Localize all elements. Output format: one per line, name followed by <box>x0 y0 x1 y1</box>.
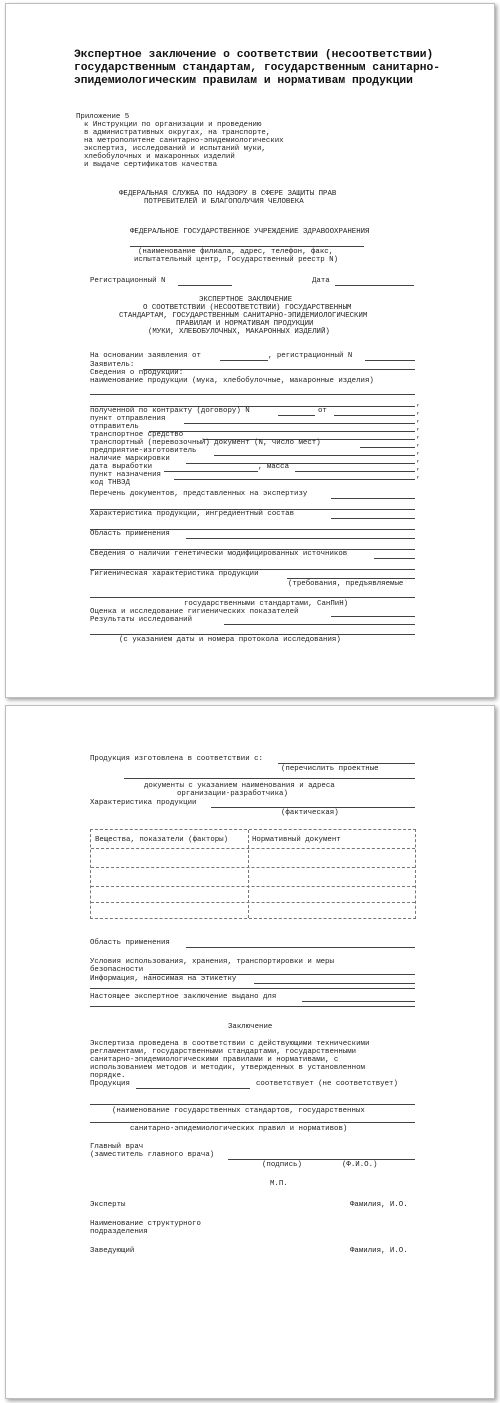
hygiene-field[interactable] <box>287 578 415 579</box>
table-header-normative-doc: Нормативный документ <box>252 836 341 844</box>
characteristics-field[interactable] <box>331 518 415 519</box>
reg-number-field[interactable] <box>178 285 232 286</box>
requirements-field[interactable] <box>90 597 415 598</box>
made-according-field[interactable] <box>278 763 415 764</box>
stamp-label: М.П. <box>270 1180 288 1188</box>
transport-doc-field[interactable] <box>360 447 415 448</box>
conclusion-title: Заключение <box>228 1023 273 1031</box>
issued-for-field[interactable] <box>302 1001 415 1002</box>
destination-field[interactable] <box>174 479 415 480</box>
date-label: Дата <box>312 277 330 285</box>
product-field[interactable] <box>136 1088 250 1089</box>
applicant-field[interactable] <box>143 369 415 370</box>
issued-for-field-2[interactable] <box>90 1006 415 1007</box>
application-number-field[interactable] <box>365 360 415 361</box>
sender-field[interactable] <box>149 431 415 432</box>
gmo-field[interactable] <box>374 558 415 559</box>
document-page-1: Экспертное заключение о соответствии (несоответствии) государственным стандартам, государственным санитарно- эпидемиологическим правилам и нормативам продукции Приложение 5 к Инструкции по организации и проведению в административных округах, на транспорте, на метрополитене санитарно-эпидемиологических экспертиз, исследований и испытаний муки, хлебобулочных и макаронных изделий и выдаче сертификатов качества ФЕДЕРАЛЬНАЯ СЛУЖБА ПО НАДЗОРУ В СФЕРЕ ЗАЩИТЫ ПРАВ ПОТРЕБИТЕЛЕЙ И БЛАГОПОЛУЧИЯ ЧЕЛОВЕКА ФЕДЕРАЛЬНОЕ ГОСУДАРСТВЕННОЕ УЧРЕЖДЕНИЕ ЗДРАВООХРАНЕНИЯ (наименование филиала, адрес, телефон, факс, испытательный центр, Государственный реестр N) Регистрационный N Дата ЭКСПЕРТНОЕ ЗАКЛЮЧЕНИЕ О СООТВЕТСТВИИ (НЕСООТВЕТСТВИИ) ГОСУДАРСТВЕННЫМ СТАНДАРТАМ, ГОСУДАРСТВЕННЫМ САНИТАРНО-ЭПИДЕМИОЛОГИЧЕСКИМ ПРАВИЛАМ И НОРМАТИВАМ ПРОДУКЦИИ (МУКИ, ХЛЕБОБУЛОЧНЫХ, МАКАРОННЫХ ИЗДЕЛИЙ) На основании заявления от , регистрационный N Заявитель: Сведения о продукции: наименование продукции (мука, хлебобулочные, макаронные изделия) , полученной по контракту (договору) N от , пункт отправления , отправитель , транспортное средство , транспортный (перевозочный) документ (N, число мест) , предприятие-изготовитель , наличие маркировки , дата выработки , масса , пункт назначения , код ТНВЭД Перечень документов, представленных на экспертизу Характеристика продукции, ингредиентный состав Область применения Сведения о наличии генетически модифицированных источников Гигиеническая характеристика продукции (требования, предъявляемые государственными стандартами, СанПиН) Оценка и исследование гигиенических показателей Результаты исследований (с указанием даты и номера протокола исследования) <box>5 3 495 698</box>
document-title: Экспертное заключение о соответствии (несоответствии) государственным стандартам, государственным санитарно- эпидемиологическим правилам и нормативам продукции <box>74 49 441 87</box>
project-docs-field[interactable] <box>124 778 415 779</box>
contract-date-field[interactable] <box>334 415 415 416</box>
date-field[interactable] <box>335 285 414 286</box>
scope-field[interactable] <box>186 538 415 539</box>
standards-field[interactable] <box>90 1104 415 1105</box>
scope-field-p2[interactable] <box>186 947 415 948</box>
table-header-substances: Вещества, показатели (факторы) <box>95 836 229 844</box>
dispatch-point-field[interactable] <box>184 423 415 424</box>
manufacturer-field[interactable] <box>214 455 415 456</box>
label-info-field[interactable] <box>254 983 415 984</box>
application-date-field[interactable] <box>220 360 268 361</box>
agency-name: ФЕДЕРАЛЬНАЯ СЛУЖБА ПО НАДЗОРУ В СФЕРЕ ЗАЩИТЫ ПРАВ <box>119 190 337 198</box>
rules-field[interactable] <box>90 1122 415 1123</box>
reg-number-label: Регистрационный N <box>90 277 166 285</box>
product-name-field[interactable] <box>90 394 415 395</box>
char-field[interactable] <box>211 807 415 808</box>
results-field[interactable] <box>224 624 415 625</box>
indicators-table <box>90 829 416 919</box>
institution-name: ФЕДЕРАЛЬНОЕ ГОСУДАРСТВЕННОЕ УЧРЕЖДЕНИЕ ЗДРАВООХРАНЕНИЯ <box>130 228 370 236</box>
label-info-field-2[interactable] <box>90 988 415 989</box>
production-date-field[interactable] <box>164 471 258 472</box>
conclusion-heading: ЭКСПЕРТНОЕ ЗАКЛЮЧЕНИЕ <box>199 296 293 304</box>
mass-field[interactable] <box>295 471 415 472</box>
results-field-2[interactable] <box>90 634 415 635</box>
signature-field[interactable] <box>228 1159 415 1160</box>
document-page-2: Продукция изготовлена в соответствии с: (перечислить проектные документы с указанием наименования и адреса организации-разработчика) Характеристика продукции (фактическая) Вещества, показатели (факторы) Нормативный документ Область применения Условия использования, хранения, транспортировки и меры безопасности Информация, наносимая на этикетку Настоящее экспертное заключение выдано для Заключение Экспертиза проведена в соответствии с действующими техническими регламентами, государственными стандартами, государственными санитарно-эпидемиологическими правилами и нормативами, с использованием методов и методик, утвержденных в установленном порядке. Продукция соответствует (не соответствует) (наименование государственных стандартов, государственных санитарно-эпидемиологических правил и нормативов) Главный врач (заместитель главного врача) (подпись) (Ф.И.О.) М.П. Эксперты Фамилия, И.О. Наименование структурного подразделения Заведующий Фамилия, И.О. <box>5 705 495 1399</box>
contract-number-field[interactable] <box>278 415 315 416</box>
marking-field[interactable] <box>186 463 415 464</box>
docs-list-field[interactable] <box>331 498 415 499</box>
assessment-field[interactable] <box>331 616 415 617</box>
